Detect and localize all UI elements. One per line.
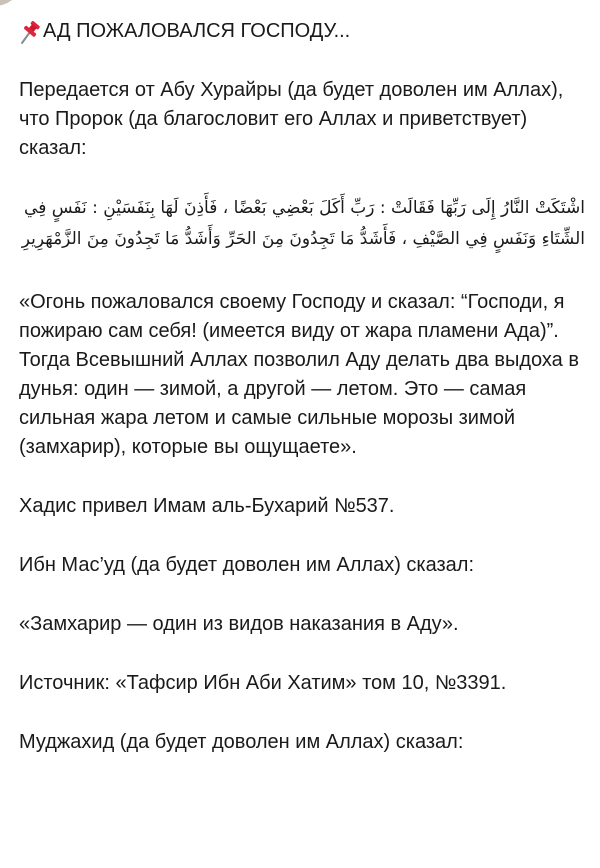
intro-text: Передается от Абу Хурайры (да будет доволен им Аллах), что Пророк (да благословит его Аллах и приветствует) сказал: bbox=[19, 79, 564, 159]
post-title: АД ПОЖАЛОВАЛСЯ ГОСПОДУ... bbox=[43, 20, 351, 42]
hadith-source: Хадис привел Имам аль-Бухарий №537. bbox=[19, 495, 395, 517]
ibn-masud-intro: Ибн Мас’уд (да будет доволен им Аллах) сказал: bbox=[19, 554, 475, 576]
ibn-masud-quote: «Замхарир — один из видов наказания в Аду». bbox=[19, 613, 459, 635]
arabic-hadith-text: اشْتَكَتْ النَّارُ إِلَى رَبِّهَا فَقَالَتْ : رَبِّ أَكَلَ بَعْضِي بَعْضًا ، فَأَذِنَ لَهَا بِنَفَسَيْنِ : نَفَسٍ فِي الشِّتَاءِ وَنَفَسٍ فِي الصَّيْفِ ، فَأَشَدُّ مَا تَجِدُونَ مِنَ الحَرِّ وَأَشَدُّ مَا تَجِدُونَ مِنَ الزَّمْهَرِيرِ bbox=[21, 198, 585, 249]
post-body bbox=[19, 17, 585, 787]
tafsir-source: Источник: «Тафсир Ибн Аби Хатим» том 10, №3391. bbox=[19, 672, 507, 694]
translation-text: «Огонь пожаловался своему Господу и сказал: “Господи, я пожираю сам себя! (имеется виду от жара пламени Ада)”. Тогда Всевышний Аллах позволил Аду делать два выдоха в дунья: один — зимой, а другой — летом. Это — самая сильная жара летом и самые сильные морозы зимой (замхарир), которые вы ощущаете». bbox=[19, 291, 579, 458]
mujahid-intro: Муджахид (да будет доволен им Аллах) сказал: bbox=[19, 731, 464, 753]
avatar[interactable] bbox=[0, 0, 18, 6]
pushpin-icon bbox=[19, 19, 41, 45]
post-title-row bbox=[19, 17, 585, 46]
